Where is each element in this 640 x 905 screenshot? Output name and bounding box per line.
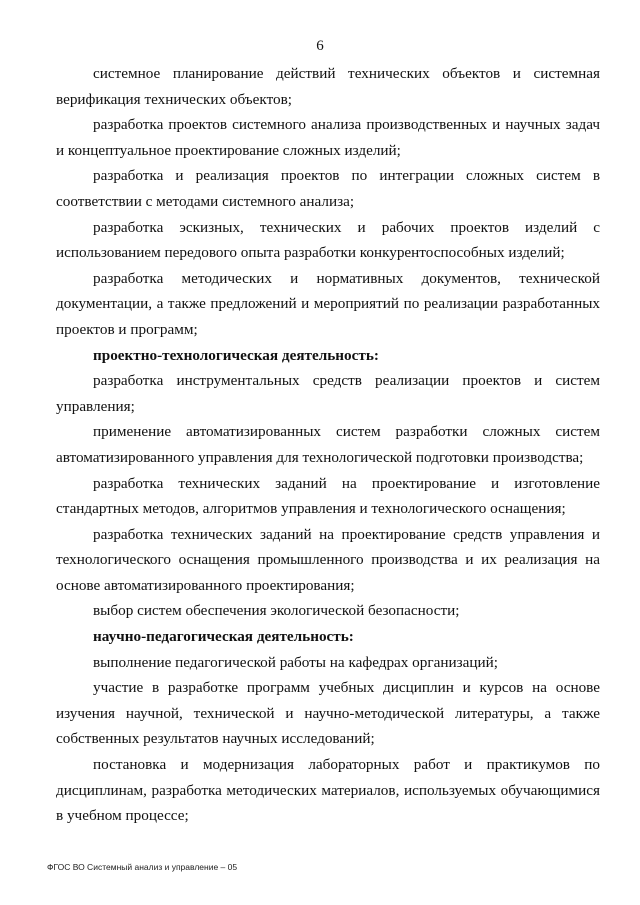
paragraph: разработка методических и нормативных документов, технической документации, а также предложений и мероприятий по реализации разработанных проектов и программ; (56, 269, 600, 338)
paragraph: разработка эскизных, технических и рабочих проектов изделий с использованием передового опыта разработки конкурентоспособных изделий; (56, 218, 600, 262)
footer-text: ФГОС ВО Системный анализ и управление – 05 (47, 862, 238, 872)
paragraph: разработка технических заданий на проектирование и изготовление стандартных методов, алгоритмов управления и технологического оснащения; (56, 474, 600, 518)
paragraph: выбор систем обеспечения экологической безопасности; (93, 602, 460, 620)
body-text (56, 61, 600, 829)
page-number: 6 (316, 38, 324, 54)
paragraph: системное планирование действий технических объектов и системная верификация технических объектов; (56, 65, 600, 108)
paragraph: участие в разработке программ учебных дисциплин и курсов на основе изучения научной, технической и научно-методической литературы, а также собственных результатов научных исследований; (56, 679, 600, 748)
paragraph: применение автоматизированных систем разработки сложных систем автоматизированного управления для технологической подготовки производства; (56, 423, 600, 466)
paragraph: разработка инструментальных средств реализации проектов и систем управления; (56, 372, 600, 415)
paragraph: выполнение педагогической работы на кафедрах организаций; (93, 653, 498, 671)
section-heading: научно-педагогическая деятельность: (93, 628, 354, 646)
paragraph: разработка и реализация проектов по интеграции сложных систем в соответствии с методами системного анализа; (56, 167, 600, 210)
paragraph: разработка технических заданий на проектирование средств управления и технологического оснащения промышленного производства и их реализация на основе автоматизированного проектирования; (56, 525, 600, 594)
paragraph: разработка проектов системного анализа производственных и научных задач и концептуальное проектирование сложных изделий; (56, 116, 600, 159)
paragraph: постановка и модернизация лабораторных работ и практикумов по дисциплинам, разработка методических материалов, используемых обучающимися в учебном процессе; (56, 756, 600, 825)
section-heading: проектно-технологическая деятельность: (93, 346, 379, 364)
